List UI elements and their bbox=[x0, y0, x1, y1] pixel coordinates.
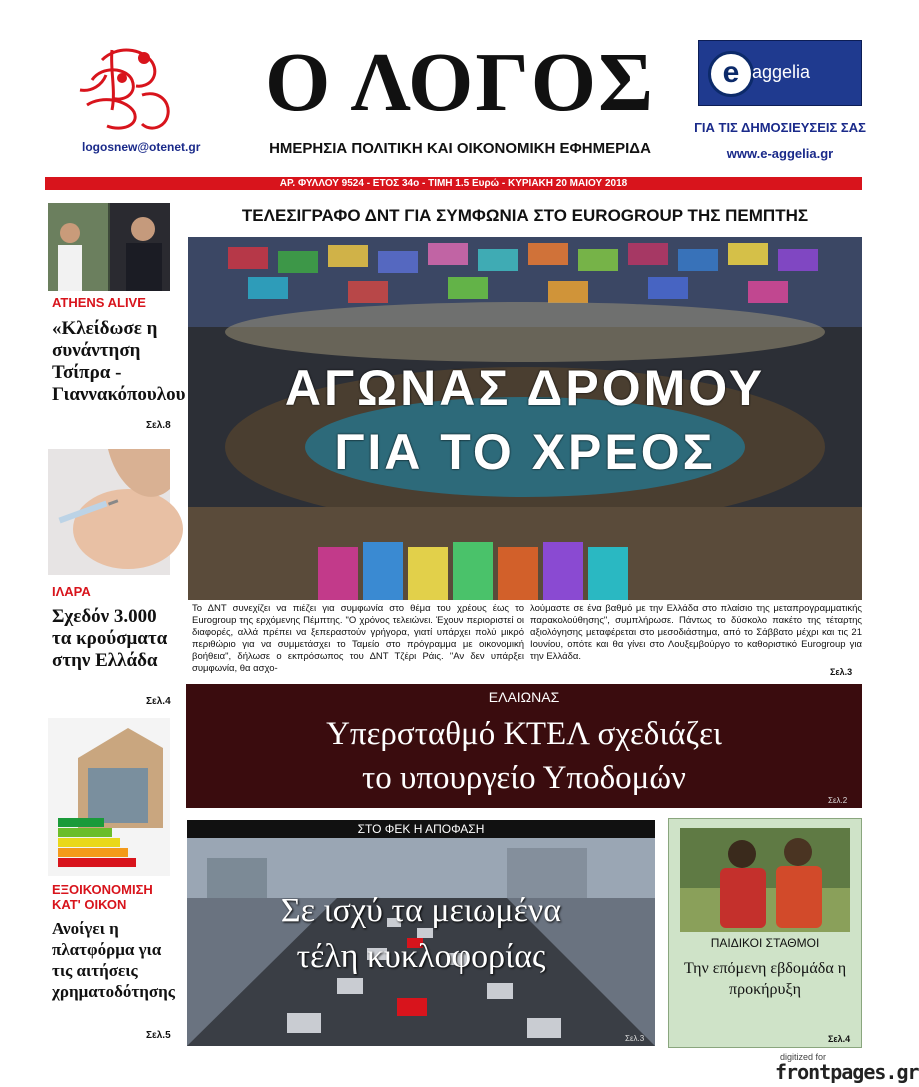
digitized-label: digitized for bbox=[780, 1052, 827, 1062]
kindergarten-category: ΠΑΙΔΙΚΟΙ ΣΤΑΘΜΟΙ bbox=[710, 936, 820, 950]
sidebar-title-energy[interactable]: Ανοίγει η πλατφόρμα για τις αιτήσεις χρηματοδότησης bbox=[52, 919, 175, 1001]
lead-page-ref: Σελ.3 bbox=[830, 667, 853, 677]
traffic-headline-line2: τέλη κυκλοφορίας bbox=[296, 938, 546, 975]
lead-body-right: λούμαστε σε ένα βαθμό με την Ελλάδα στο πλαίσιο της μεταπρογραμματικής παρακολούθησης", συμπλήρωσε. Πάντως το δύσκολο πακέτο της τέταρτης αξιολόγησης μεταφέρεται στο μεσοδιάστημα, από το Σάββατο μέχρι και τις 21 Ιουνίου, οπότε και θα γίνει στο Λουξεμβούργο το καθοριστικό Eurogroup για την Ελλάδα. bbox=[530, 603, 862, 662]
traffic-headline-line1: Σε ισχύ τα μειωμένα bbox=[280, 892, 562, 929]
lead-headline-line1: ΑΓΩΝΑΣ ΔΡΟΜΟΥ bbox=[284, 360, 766, 416]
eaggelia-logo-word: aggelia bbox=[752, 62, 811, 82]
traffic-headline[interactable] bbox=[187, 888, 655, 980]
energy-house-photo[interactable] bbox=[48, 718, 170, 876]
lead-headline[interactable] bbox=[188, 356, 862, 484]
lead-kicker: ΤΕΛΕΣΙΓΡΑΦΟ ΔΝΤ ΓΙΑ ΣΥΜΦΩΝΙΑ ΣΤΟ EUROGROUP ΤΗΣ ΠΕΜΠΤΗΣ bbox=[241, 206, 809, 225]
traffic-page-ref: Σελ.3 bbox=[625, 1034, 645, 1043]
sidebar-page-measles: Σελ.4 bbox=[146, 696, 171, 707]
children-backpacks-photo bbox=[680, 828, 850, 932]
sidebar-category-measles: ΙΛΑΡΑ bbox=[52, 584, 91, 599]
kindergarten-page-ref: Σελ.4 bbox=[828, 1034, 851, 1044]
sidebar-page-athens: Σελ.8 bbox=[146, 420, 171, 431]
sidebar-title-athens[interactable]: «Κλείδωσε η συνάντηση Τσίπρα - Γιαννακόπουλου bbox=[52, 318, 186, 405]
athens-alive-photo[interactable] bbox=[48, 203, 170, 291]
traffic-kicker: ΣΤΟ ΦΕΚ Η ΑΠΟΦΑΣΗ bbox=[357, 822, 485, 836]
sidebar-title-measles[interactable]: Σχεδόν 3.000 τα κρούσματα στην Ελλάδα bbox=[52, 606, 168, 671]
kindergarten-title[interactable]: Την επόμενη εβδομάδα η προκήρυξη bbox=[683, 960, 847, 998]
frontpages-watermark[interactable]: frontpages.gr bbox=[775, 1060, 919, 1084]
eaggelia-tagline: ΓΙΑ ΤΙΣ ΔΗΜΟΣΙΕΥΣΕΙΣ ΣΑΣ bbox=[694, 120, 866, 135]
ktel-kicker: ΕΛΑΙΩΝΑΣ bbox=[488, 689, 560, 705]
sidebar-category-athens: ATHENS ALIVE bbox=[52, 295, 146, 310]
lead-body-left: Το ΔΝΤ συνεχίζει να πιέζει για συμφωνία στο θέμα του χρέους έως το Eurogroup της ερχόμενης Πέμπτης. "Ο χρόνος τελειώνει. Έχουν περιοριστεί οι διαφορές, αλλά πρέπει να ξεπεραστούν γρήγορα, γιατί υπάρχει πολύ μικρό περιθώριο για να συμμετάσχει το Ταμείο στο πρόγραμμα με οικονομική βοήθεια", δήλωσε ο εκπρόσωπος του ΔΝΤ Τζέρι Ράις. "Αν δεν υπάρξει συμφωνία, θα ασχο- bbox=[192, 603, 524, 674]
contact-email[interactable]: logosnew@otenet.gr bbox=[82, 140, 201, 154]
eaggelia-url[interactable]: www.e-aggelia.gr bbox=[726, 146, 834, 161]
masthead-subtitle: ΗΜΕΡΗΣΙΑ ΠΟΛΙΤΙΚΗ ΚΑΙ ΟΙΚΟΝΟΜΙΚΗ ΕΦΗΜΕΡΙΔΑ bbox=[269, 140, 651, 157]
ktel-headline bbox=[186, 712, 862, 800]
sidebar-category-energy: ΕΞΟΙΚΟΝΟΜΙΣΗ ΚΑΤ' ΟΙΚΟΝ bbox=[52, 882, 153, 912]
measles-vaccine-photo[interactable] bbox=[48, 449, 170, 575]
issue-info: ΑΡ. ΦΥΛΛΟΥ 9524 - ΕΤΟΣ 34ο - ΤΙΜΗ 1.5 Ευρώ - ΚΥΡΙΑΚΗ 20 ΜΑΙΟΥ 2018 bbox=[279, 178, 628, 189]
logo-emblem-icon bbox=[72, 40, 182, 138]
ktel-headline-line1: Υπερσταθμό ΚΤΕΛ σχεδιάζει bbox=[326, 716, 722, 752]
eaggelia-logo-icon: e bbox=[708, 51, 754, 97]
ktel-headline-line2: το υπουργείο Υποδομών bbox=[362, 760, 686, 796]
sidebar-page-energy: Σελ.5 bbox=[146, 1030, 171, 1041]
ktel-page-ref: Σελ.2 bbox=[828, 796, 848, 805]
masthead-title: Ο ΛΟΓΟΣ bbox=[264, 36, 656, 129]
lead-headline-line2: ΓΙΑ ΤΟ ΧΡΕΟΣ bbox=[334, 424, 716, 480]
